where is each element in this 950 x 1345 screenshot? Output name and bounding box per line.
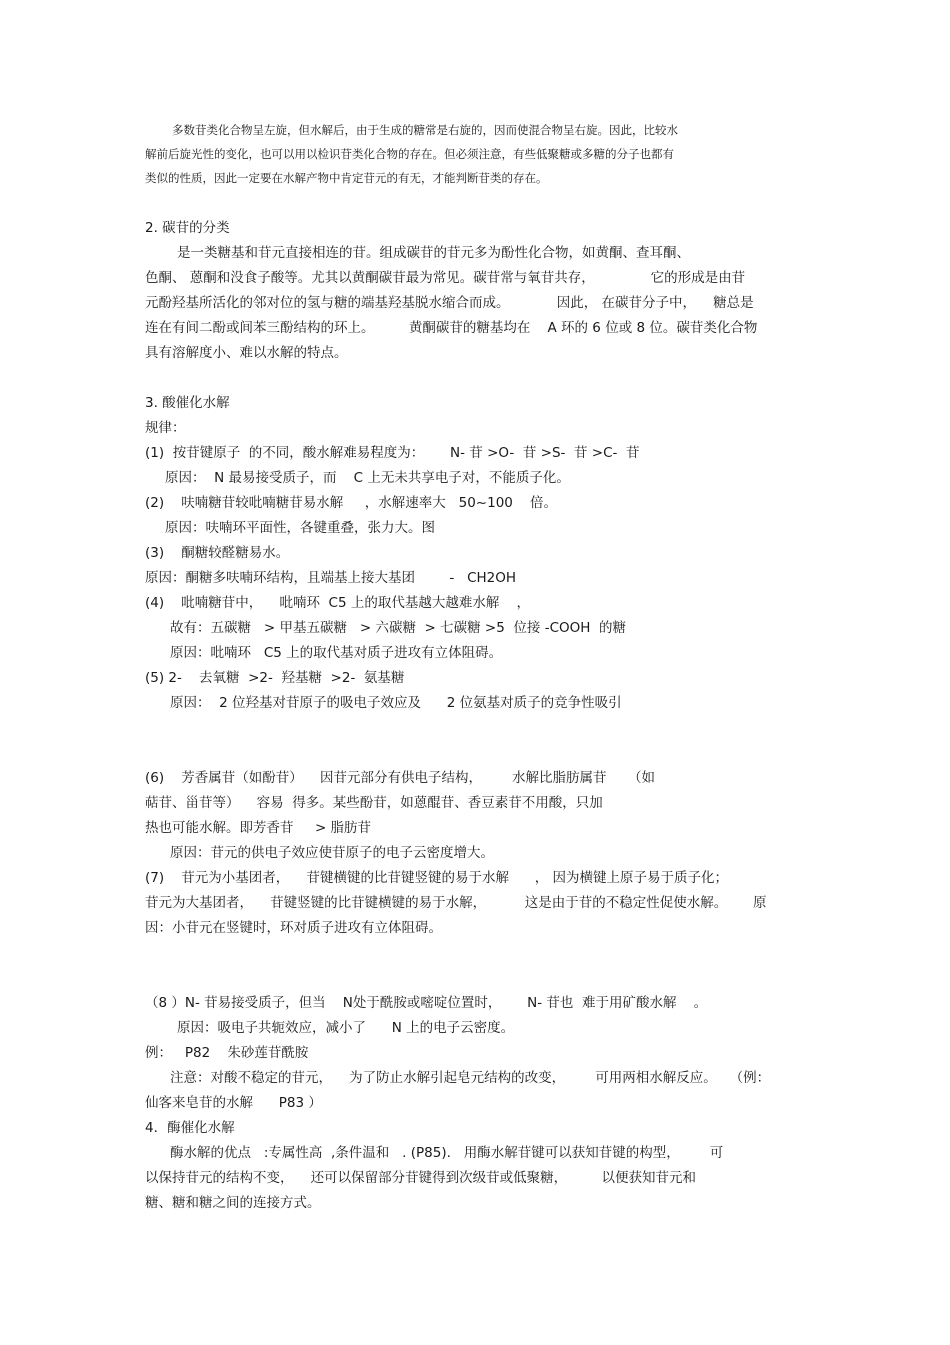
rule-5: (5) 2- 去氧糖 >2- 羟基糖 >2- 氨基糖 [145,670,405,686]
rule-5-reason: 原因： 2 位羟基对苷原子的吸电子效应及 2 位氨基对质子的竞争性吸引 [170,695,622,711]
carbon-glycoside-line-2: 色酮、 蒽酮和没食子酸等。尤其以黄酮碳苷最为常见。碳苷常与氧苷共存， 它的形成是由苷 [145,270,746,286]
rule-7-line-1: (7) 苷元为小基团者， 苷键横键的比苷键竖键的易于水解 ， 因为横键上原子易于质子化； [145,870,728,886]
intro-line-1: 多数苷类化合物呈左旋，但水解后，由于生成的糖常是右旋的，因而使混合物呈右旋。因此，比较水 [172,123,678,137]
section-4-heading: 4．酶催化水解 [145,1120,235,1136]
rule-8: （8 ）N- 苷易接受质子，但当 N处于酰胺或嘧啶位置时， N- 苷也 难于用矿酸水解 。 [145,995,708,1011]
rule-2-reason: 原因：呋喃环平面性，各键重叠，张力大。图 [165,520,435,536]
note-line-1: 注意：对酸不稳定的苷元， 为了防止水解引起皂元结构的改变， 可用两相水解反应。 （例： [170,1070,771,1086]
enzyme-line-3: 糖、糖和糖之间的连接方式。 [145,1195,321,1211]
intro-line-3: 类似的性质，因此一定要在水解产物中肯定苷元的有无，才能判断苷类的存在。 [145,171,548,185]
carbon-glycoside-line-5: 具有溶解度小、难以水解的特点。 [145,345,348,361]
rule-4-order: 故有：五碳糖 > 甲基五碳糖 > 六碳糖 > 七碳糖 >5 位接 -COOH 的糖 [170,620,626,636]
rule-7-line-2: 苷元为大基团者， 苷键竖键的比苷键横键的易于水解， 这是由于苷的不稳定性促使水解。 原 [145,895,767,911]
carbon-glycoside-line-1: 是一类糖基和苷元直接相连的苷。组成碳苷的苷元多为酚性化合物，如黄酮、查耳酮、 [177,245,690,261]
rules-label: 规律： [145,420,186,436]
carbon-glycoside-line-4: 连在有间二酚或间苯三酚结构的环上。 黄酮碳苷的糖基均在 A 环的 6 位或 8 位。碳苷类化合物 [145,320,758,336]
rule-6-reason: 原因：苷元的供电子效应使苷原子的电子云密度增大。 [170,845,494,861]
section-2-heading: 2. 碳苷的分类 [145,220,230,236]
rule-6-line-1: (6) 芳香属苷（如酚苷） 因苷元部分有供电子结构， 水解比脂肪属苷 （如 [145,770,655,786]
rule-8-reason: 原因：吸电子共轭效应，减小了 N 上的电子云密度。 [177,1020,515,1036]
rule-7-line-3: 因：小苷元在竖键时，环对质子进攻有立体阻碍。 [145,920,442,936]
enzyme-line-2: 以保持苷元的结构不变， 还可以保留部分苷键得到次级苷或低聚糖， 以便获知苷元和 [145,1170,696,1186]
rule-3: (3) 酮糖较醛糖易水。 [145,545,290,561]
rule-4-reason: 原因：吡喃环 C5 上的取代基对质子进攻有立体阻碍。 [170,645,503,661]
rule-2: (2) 呋喃糖苷较吡喃糖苷易水解 ，水解速率大 50~100 倍。 [145,495,558,511]
intro-line-2: 解前后旋光性的变化，也可以用以检识苷类化合物的存在。但必须注意，有些低聚糖或多糖的分子也都有 [145,147,674,161]
rule-1: (1) 按苷键原子 的不同，酸水解难易程度为： N- 苷 >O- 苷 >S- 苷 >C- 苷 [145,445,640,461]
rule-1-reason: 原因： N 最易接受质子，而 C 上无未共享电子对，不能质子化。 [165,470,570,486]
enzyme-line-1: 酶水解的优点 :专属性高 ,条件温和 . (P85). 用酶水解苷键可以获知苷键的构型， 可 [170,1145,724,1161]
rule-6-line-2: 萜苷、甾苷等） 容易 得多。某些酚苷，如蒽醌苷、香豆素苷不用酸，只加 [145,795,603,811]
rule-4: (4) 吡喃糖苷中， 吡喃环 C5 上的取代基越大越难水解 ， [145,595,531,611]
note-line-2: 仙客来皂苷的水解 P83 ） [145,1095,322,1111]
rule-6-line-3: 热也可能水解。即芳香苷 > 脂肪苷 [145,820,372,836]
rule-3-reason: 原因：酮糖多呋喃环结构，且端基上接大基团 - CH2OH [145,570,517,586]
carbon-glycoside-line-3: 元酚羟基所活化的邻对位的氢与糖的端基羟基脱水缩合而成。 因此， 在碳苷分子中， 糖总是 [145,295,754,311]
section-3-heading: 3. 酸催化水解 [145,395,230,411]
example-line: 例： P82 朱砂莲苷酰胺 [145,1045,309,1061]
